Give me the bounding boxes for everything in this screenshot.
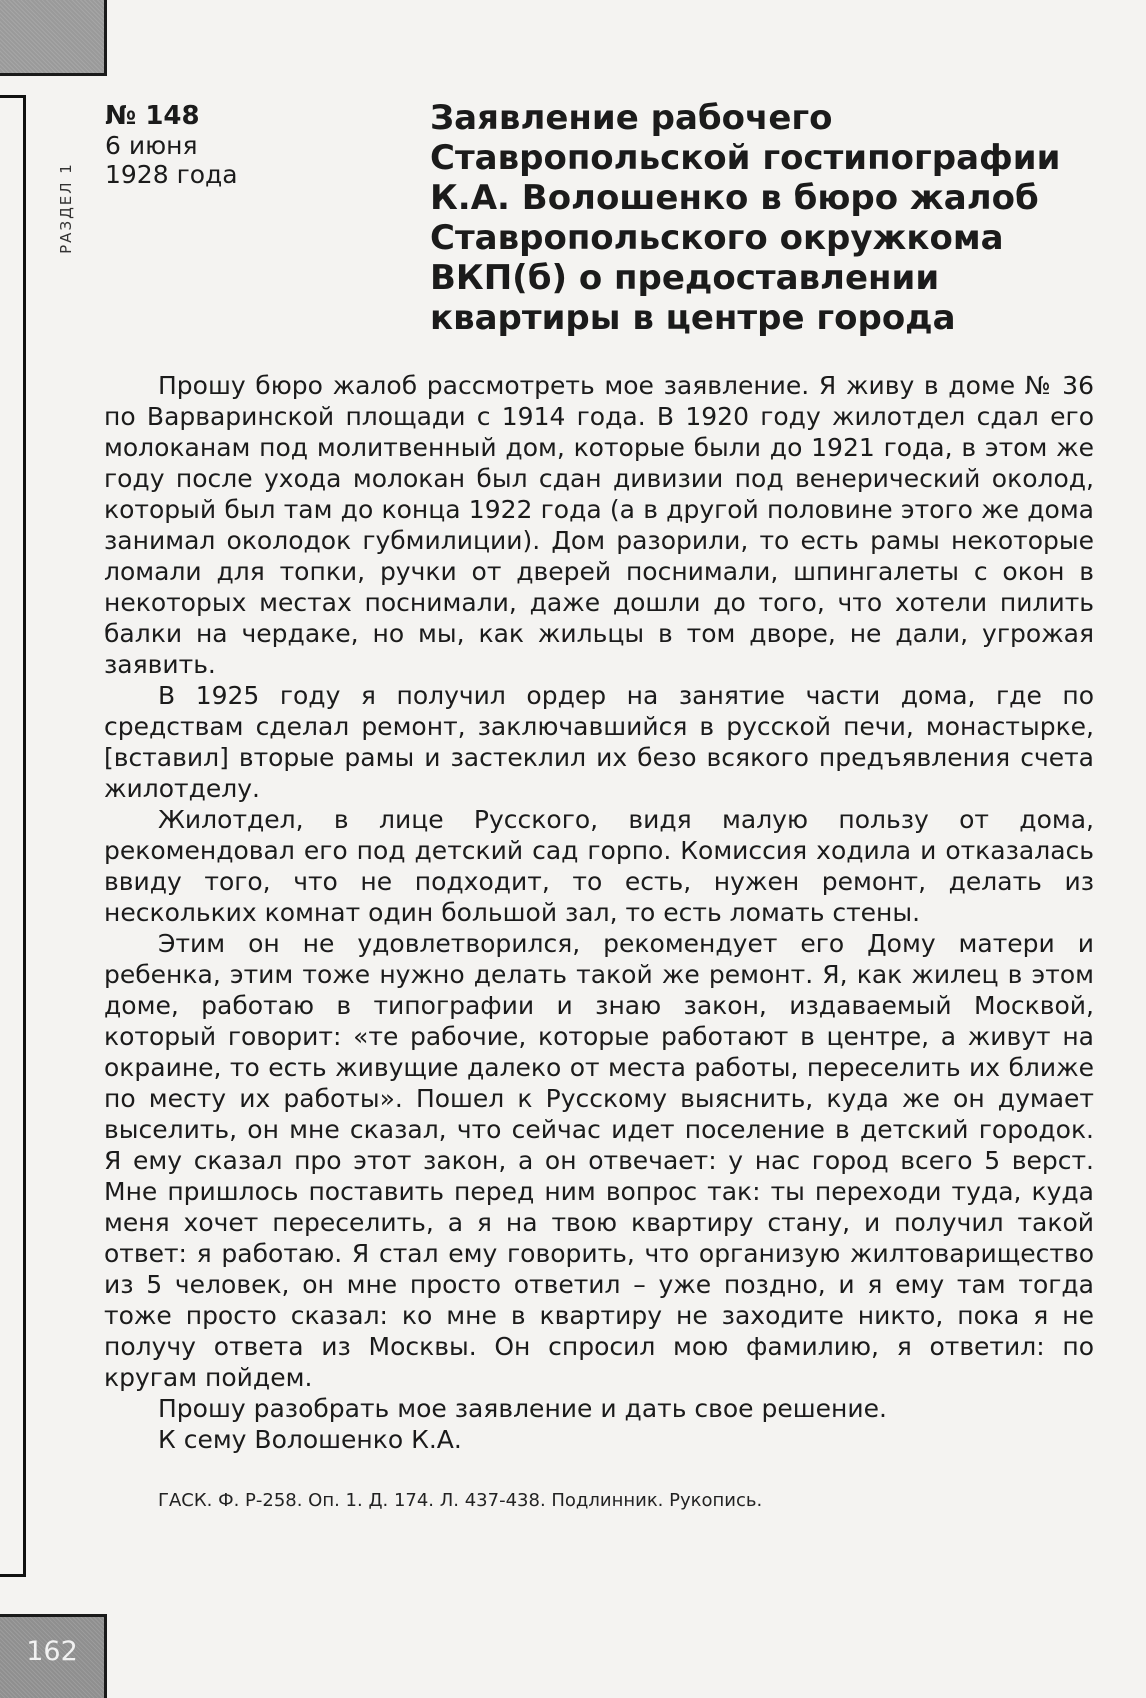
- document-number: № 148: [105, 101, 200, 131]
- document-date-year: 1928 года: [105, 160, 238, 189]
- document-title: [430, 98, 1110, 338]
- body-paragraph: Прошу бюро жалоб рассмотреть мое заявление. Я живу в доме № 36 по Варваринской площади с 1914 года. В 1920 году жилотдел сдал его молоканам под молитвенный дом, которые были до 1921 года, в этом же году после ухода молокан был сдан дивизии под венерический околод, который был там до конца 1922 года (а в другой половине этого же дома занимал околодок губмилиции). Дом разорили, то есть рамы некоторые ломали для топки, ручки от дверей поснимали, шпингалеты с окон в некоторых местах поснимали, даже дошли до того, что хотели пилить балки на чердаке, но мы, как жильцы в том дворе, не дали, угрожая заявить.: [104, 371, 1094, 679]
- title-line: Ставропольского окружкома: [430, 218, 1004, 258]
- title-line: К.А. Волошенко в бюро жалоб: [430, 178, 1039, 218]
- body-paragraph: Жилотдел, в лице Русского, видя малую пользу от дома, рекомендовал его под детский сад горпо. Комиссия ходила и отказалась ввиду того, что не подходит, то есть, нужен ремонт, делать из нескольких комнат один большой зал, то есть ломать стены.: [104, 805, 1094, 927]
- margin-frame: [0, 95, 26, 1577]
- title-line: Ставропольской гостипографии: [430, 138, 1061, 178]
- section-tab-top: [0, 0, 107, 76]
- signature-line: К сему Волошенко К.А.: [158, 1425, 462, 1454]
- body-paragraph: В 1925 году я получил ордер на занятие части дома, где по средствам сделал ремонт, заключавшийся в русской печи, монастырке, [вставил] вторые рамы и застеклил их безо всякого предъявления счета жилотделу.: [104, 681, 1094, 803]
- title-line: Заявление рабочего: [430, 98, 833, 138]
- archival-source-note: ГАСК. Ф. Р-258. Оп. 1. Д. 174. Л. 437-438. Подлинник. Рукопись.: [158, 1490, 763, 1511]
- section-label: РАЗДЕЛ 1: [57, 162, 75, 254]
- title-line: квартиры в центре города: [430, 298, 956, 338]
- body-paragraph: Прошу разобрать мое заявление и дать свое решение.: [158, 1394, 887, 1423]
- title-line: ВКП(б) о предоставлении: [430, 258, 940, 298]
- document-header-meta: [105, 102, 238, 189]
- document-date-day: 6 июня: [105, 131, 198, 160]
- page-number: 162: [26, 1636, 78, 1667]
- body-paragraph: Этим он не удовлетворился, рекомендует его Дому матери и ребенка, этим тоже нужно делать такой же ремонт. Я, как жилец в этом доме, работаю в типографии и знаю закон, издаваемый Москвой, который говорит: «те рабочие, которые работают в центре, а живут на окраине, то есть живущие далеко от места работы, переселить их ближе по месту их работы». Пошел к Русскому выяснить, куда же он думает выселить, он мне сказал, что сейчас идет поселение в детский городок. Я ему сказал про этот закон, а он отвечает: у нас город всего 5 верст. Мне пришлось поставить перед ним вопрос так: ты переходи туда, куда меня хочет переселить, а я на твою квартиру стану, и получил такой ответ: я работаю. Я стал ему говорить, что организую жилтоварищество из 5 человек, он мне просто ответил – уже поздно, и я ему там тогда тоже просто сказал: ко мне в квартиру не заходите никто, пока я не получу ответа из Москвы. Он спросил мою фамилию, я ответил: по кругам пойдем.: [104, 929, 1094, 1392]
- document-body: [104, 370, 1094, 1455]
